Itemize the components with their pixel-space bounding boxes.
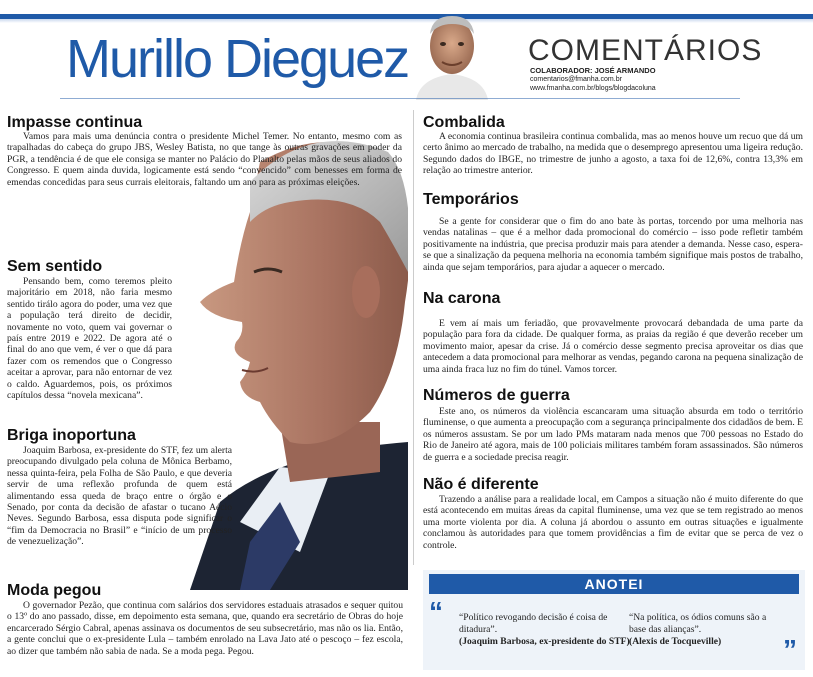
article-title-nao-diferente: Não é diferente: [423, 476, 539, 493]
open-quote-icon: “: [429, 596, 443, 627]
masthead-divider: [60, 98, 740, 99]
collaborator-credit: COLABORADOR: JOSÉ ARMANDO: [530, 66, 656, 75]
columnist-portrait: [412, 12, 492, 100]
article-title-na-carona: Na carona: [423, 290, 501, 307]
quote-author-1: (Joaquim Barbosa, ex-presidente do STF): [459, 636, 630, 647]
quote-text-2: “Na política, os ódios comuns são a base das alianças”.: [629, 612, 767, 635]
article-title-briga: Briga inoportuna: [7, 427, 136, 444]
article-title-combalida: Combalida: [423, 114, 505, 131]
article-title-temporarios: Temporários: [423, 191, 519, 208]
article-text-combalida: A economia continua brasileira continua combalida, mas ao menos houve um recuo que dá um certo ânimo ao mercado de trabalho, na medida que o desemprego apresentou uma ligeira redução. Segundo dados do IBGE, no trimestre de junho a agosto, a taxa foi de 12,6%, contra 13,3% em relação ao trimestre anterior.: [423, 131, 803, 177]
quote-text-1: “Político revogando decisão é coisa de ditadura”.: [459, 612, 608, 635]
anotei-title: ANOTEI: [429, 574, 799, 594]
article-text-numeros: Este ano, os números da violência escancaram uma situação absurda em todo o território fluminense, o que aumenta a preocupação com a segurança principalmente dos cidadãos de bem. E os números assustam. Se por um lado PMs mataram nada menos que 700 pessoas no Estado do Rio de Janeiro até agora, mais de 100 policiais militares também foram assassinados. São números de guerra e a sociedade precisa reagir.: [423, 406, 803, 463]
article-text-nao-diferente: Trazendo a análise para a realidade local, em Campos a situação não é muito diferente do que está acontecendo em muitas áreas da capital fluminense, uma vez que se tem registrado ao menos uma morte violenta por dia. A coluna já abordou o assunto em outras situações e igualmente conclamou às autoridades para que tomem providências a fim de evitar que se perca de vez o controle.: [423, 494, 803, 551]
article-text-impasse: Vamos para mais uma denúncia contra o presidente Michel Temer. No entanto, mesmo com as trapalhadas do cabeça do grupo JBS, Wesley Batista, no que tange às outras gravações em poder da PGR, a tendência é de que ele consiga se manter no Palácio do Planalto pelas mãos de seus aliados do Congresso. E quem ainda duvida, logicamente está sendo “convencido” com benesses em forma de emendas concedidas para seus currais eleitorais, faltando um ano para as próximas eleições.: [7, 131, 402, 188]
columnist-name: Murillo Dieguez: [66, 29, 409, 89]
article-text-briga: Joaquim Barbosa, ex-presidente do STF, fez um alerta preocupando divulgado pela coluna de Mônica Berbamo, nessa quinta-feira, pela Folha de São Paulo, e que deveria servir de uma reflexão profunda de quem está alimentando essa queda de braço entre o órgão e o Senado, por conta da decisão de afastar o tucano Aécio Neves. Segundo Barbosa, essa disputa pode significar o “fim da Democracia no Brasil” e “início de um processo de venezuelização”.: [7, 445, 232, 548]
article-text-moda: O governador Pezão, que continua com salários dos servidores estaduais atrasados e sequer quitou o 13º do ano passado, disse, em depoimento esta semana, que, quando era secretário de Obras do hoje encarcerado Sérgio Cabral, apenas assinava os documentos de seu subsecretário, mas não os lia. Então, a gente conclui que o ex-presidente Lula – também enrolado na Lava Jato até o pescoço – fez escola, ao dizer que também não sabia de nada. Se a moda pega. Pegou.: [7, 600, 403, 657]
email-link[interactable]: comentarios@fmanha.com.br: [530, 76, 622, 83]
article-title-sem-sentido: Sem sentido: [7, 258, 103, 275]
blog-url-link[interactable]: www.fmanha.com.br/blogs/blogdacoluna: [530, 85, 656, 92]
article-title-impasse: Impasse continua: [7, 114, 143, 131]
article-text-sem-sentido: Pensando bem, como teremos pleito majoritário em 2018, não faria mesmo sentido tirálo agora do poder, uma vez que a população terá direito de decidir, novamente no voto, quem vai governar o país entre 2019 e 2022. De agora até o final do ano que vem, é ver o que dá para fazer com os remendos que o Congresso aceitar a aprovar, para não entornar de vez o caldo. Aguardemos, pois, os próximos capítulos dessa “novela mexicana”.: [7, 276, 172, 402]
anotei-box: [423, 570, 805, 670]
left-column: [0, 108, 408, 676]
article-title-numeros: Números de guerra: [423, 387, 570, 404]
article-text-temporarios: Se a gente for considerar que o fim do ano bate às portas, torcendo por uma melhoria nas vendas natalinas – que é a melhor dada promocional do comércio – isso pode refletir também positivamente na indústria, que precisa produzir mais para atender a demanda. Nesse caso, espera-se que a sinalização da pequena melhoria na economia também signifique mais postos de trabalho, ainda que sejam temporários, para ajudar a aquecer o mercado.: [423, 216, 803, 273]
article-title-moda: Moda pegou: [7, 582, 102, 599]
article-text-na-carona: E vem aí mais um feriadão, que provavelmente provocará debandada de uma parte da população para fora da cidade. De qualquer forma, as praias da região é que deverão receber um movimento maior, apesar da crise. Já o comércio desse segmento precisa aproveitar os dias que antecedem a data promocional para melhorar as vendas, pegando carona na pequena sinalização de uma ainda fraca luz no fim do túnel. Vamos torcer.: [423, 318, 803, 375]
masthead: [60, 22, 763, 102]
quote-author-2: (Alexis de Tocqueville): [629, 636, 722, 647]
column-divider: [413, 110, 414, 565]
close-quote-icon: ”: [783, 634, 797, 665]
section-title: COMENTÁRIOS: [528, 34, 763, 67]
